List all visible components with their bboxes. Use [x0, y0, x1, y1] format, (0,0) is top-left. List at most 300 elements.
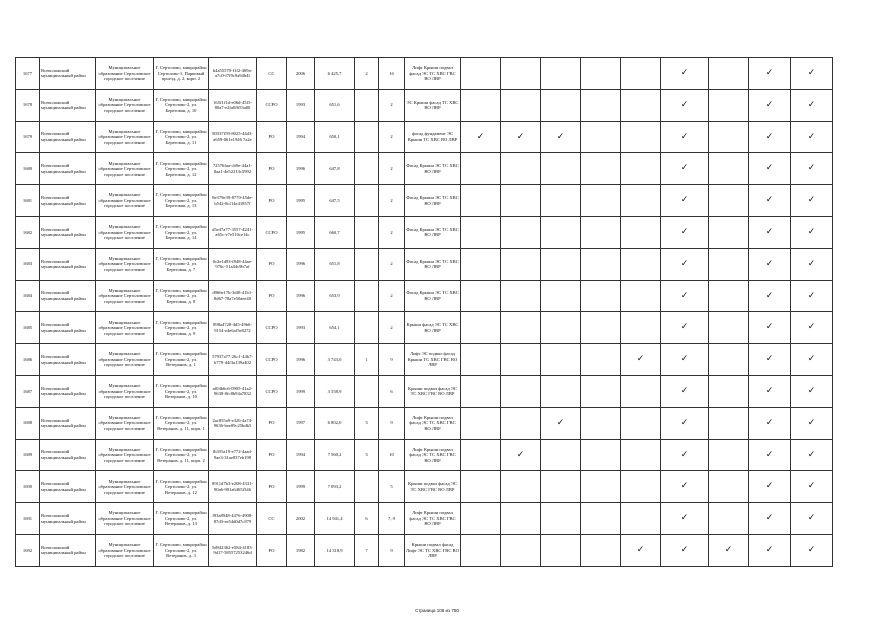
check-mark-icon: ✓ [541, 407, 581, 439]
address-cell: Г. Сертолово, микрорайон Сертолово-2, ул. Береговая, д. 10 [154, 89, 209, 121]
check-mark-icon: ✓ [461, 121, 501, 153]
municipality-cell: Муниципальное образование Сертоловское городское поселение [96, 312, 154, 344]
check-mark-icon: ✓ [661, 89, 709, 121]
address-cell: Г. Сертолово, микрорайон Сертолово-2, ул. Ветеранов, д. 12 [154, 471, 209, 503]
municipality-cell: Муниципальное образование Сертоловское городское поселение [96, 503, 154, 535]
check-mark-icon: ✓ [791, 280, 833, 312]
table-row [16, 312, 833, 344]
empty-check-cell [621, 58, 661, 90]
empty-check-cell [621, 216, 661, 248]
floors-cell: 2 [379, 312, 405, 344]
works-cell: Лифт Крыши подвал фасад ЭС ТС ХВС ГВС ВО ЛВР [405, 439, 461, 471]
check-mark-icon: ✓ [661, 58, 709, 90]
building-code-cell: d5e47a77-3557-4241-a65c-e7e510ce14c [209, 216, 257, 248]
check-mark-icon: ✓ [661, 216, 709, 248]
floors-cell: 10 [379, 439, 405, 471]
empty-check-cell [541, 58, 581, 90]
empty-check-cell [541, 280, 581, 312]
fund-type-cell: СС [257, 58, 287, 90]
fund-type-cell: ССРО [257, 312, 287, 344]
empty-check-cell [501, 248, 541, 280]
year-cell: 1995 [287, 185, 315, 217]
municipality-cell: Муниципальное образование Сертоловское городское поселение [96, 471, 154, 503]
fund-type-cell: РО [257, 280, 287, 312]
check-mark-icon: ✓ [661, 407, 709, 439]
municipality-cell: Муниципальное образование Сертоловское городское поселение [96, 248, 154, 280]
check-mark-icon: ✓ [621, 534, 661, 566]
municipality-cell: Муниципальное образование Сертоловское городское поселение [96, 534, 154, 566]
empty-check-cell [621, 439, 661, 471]
floors-cell: 2 [379, 185, 405, 217]
area-cell: 653,9 [315, 280, 355, 312]
floors-cell: 6 [379, 375, 405, 407]
district-cell: Всеволожский муниципальный район [40, 216, 96, 248]
year-cell: 1994 [287, 439, 315, 471]
table-body [16, 58, 833, 567]
table-row [16, 248, 833, 280]
empty-check-cell [709, 280, 749, 312]
district-cell: Всеволожский муниципальный район [40, 280, 96, 312]
works-cell: Лифт Крыши подвал фасад ЭС ТС ХВС ГВС ВО ЛВР [405, 503, 461, 535]
empty-check-cell [621, 312, 661, 344]
empty-check-cell [581, 439, 621, 471]
empty-check-cell [461, 375, 501, 407]
row-number: 1680 [16, 153, 40, 185]
empty-check-cell [461, 503, 501, 535]
empty-check-cell [709, 503, 749, 535]
empty-check-cell [621, 503, 661, 535]
row-number: 1681 [16, 185, 40, 217]
fund-type-cell: РО [257, 248, 287, 280]
empty-check-cell [501, 280, 541, 312]
check-mark-icon: ✓ [661, 344, 709, 376]
year-cell: 1994 [287, 121, 315, 153]
district-cell: Всеволожский муниципальный район [40, 121, 96, 153]
municipality-cell: Муниципальное образование Сертоловское городское поселение [96, 439, 154, 471]
count-cell: 1 [355, 344, 379, 376]
works-cell: Фасад Крыши ЭС ТС ХВС ВО ЛВР [405, 248, 461, 280]
municipality-cell: Муниципальное образование Сертоловское городское поселение [96, 216, 154, 248]
row-number: 1691 [16, 503, 40, 535]
year-cell: 1997 [287, 407, 315, 439]
floors-cell: 9 [379, 344, 405, 376]
empty-check-cell [541, 153, 581, 185]
check-mark-icon: ✓ [749, 503, 791, 535]
district-cell: Всеволожский муниципальный район [40, 534, 96, 566]
floors-cell: 7, 9 [379, 503, 405, 535]
building-code-cell: 57937a77-26c1-44b7-b779-44f3a139a402 [209, 344, 257, 376]
works-cell: Крыши подвал фасад Лифт ЭС ТС ХВС ГВС ВО ЛВР [405, 534, 461, 566]
check-mark-icon: ✓ [749, 121, 791, 153]
table-row [16, 503, 833, 535]
check-mark-icon: ✓ [661, 280, 709, 312]
area-cell: 654,1 [315, 312, 355, 344]
empty-check-cell [581, 153, 621, 185]
empty-check-cell [461, 185, 501, 217]
municipality-cell: Муниципальное образование Сертоловское городское поселение [96, 185, 154, 217]
check-mark-icon: ✓ [791, 344, 833, 376]
empty-check-cell [581, 471, 621, 503]
address-cell: Г. Сертолово, микрорайон Сертолово-2, ул. Береговая, д. 11 [154, 121, 209, 153]
floors-cell: 2 [379, 216, 405, 248]
empty-check-cell [709, 153, 749, 185]
area-cell: 647,5 [315, 185, 355, 217]
municipality-cell: Муниципальное образование Сертоловское городское поселение [96, 407, 154, 439]
check-mark-icon: ✓ [661, 121, 709, 153]
empty-check-cell [709, 439, 749, 471]
works-cell: Лифт ЭС подвал фасад Крыши ТС ХВС ГВС ВО ЛВР [405, 344, 461, 376]
check-mark-icon: ✓ [791, 248, 833, 280]
works-cell: Фасад Крыши ЭС ТС ХВС ВО ЛВР [405, 185, 461, 217]
check-mark-icon: ✓ [709, 534, 749, 566]
address-cell: Г. Сертолово, микрорайон Сертолово-2, ул. Береговая, д. 9 [154, 312, 209, 344]
empty-check-cell [541, 503, 581, 535]
empty-check-cell [581, 312, 621, 344]
housing-table [15, 57, 833, 567]
year-cell: 1999 [287, 375, 315, 407]
check-mark-icon: ✓ [661, 375, 709, 407]
building-code-cell: b4a55570-f1f2-469a-a7c0-f7f9c9a94b4f [209, 58, 257, 90]
empty-check-cell [709, 312, 749, 344]
area-cell: 7 560,2 [315, 439, 355, 471]
address-cell: Г. Сертолово, микрорайон Сертолово-2, ул. Ветеранов, д. 10 [154, 375, 209, 407]
district-cell: Всеволожский муниципальный район [40, 312, 96, 344]
municipality-cell: Муниципальное образование Сертоловское городское поселение [96, 153, 154, 185]
building-code-cell: 80337f59-8025-44d3-a659-061e1946 7a2e [209, 121, 257, 153]
empty-check-cell [461, 216, 501, 248]
empty-check-cell [461, 153, 501, 185]
area-cell: 7 093,2 [315, 471, 355, 503]
works-cell: фасад фундамент ЭС Крыши ТС ХВС ВО ЛВР [405, 121, 461, 153]
district-cell: Всеволожский муниципальный район [40, 503, 96, 535]
empty-check-cell [581, 407, 621, 439]
check-mark-icon: ✓ [791, 58, 833, 90]
floors-cell: 9 [379, 534, 405, 566]
row-number: 1689 [16, 439, 40, 471]
year-cell: 2006 [287, 58, 315, 90]
empty-check-cell [461, 248, 501, 280]
check-mark-icon: ✓ [661, 503, 709, 535]
empty-check-cell [501, 471, 541, 503]
count-cell [355, 280, 379, 312]
floors-cell: 9 [379, 407, 405, 439]
municipality-cell: Муниципальное образование Сертоловское городское поселение [96, 280, 154, 312]
fund-type-cell: РО [257, 471, 287, 503]
empty-check-cell [709, 248, 749, 280]
count-cell [355, 375, 379, 407]
count-cell [355, 312, 379, 344]
district-cell: Всеволожский муниципальный район [40, 344, 96, 376]
count-cell [355, 153, 379, 185]
empty-check-cell [709, 375, 749, 407]
table-row [16, 58, 833, 90]
year-cell: 1996 [287, 248, 315, 280]
address-cell: Г. Сертолово, микрорайон Сертолово-2, ул. Ветеранов, д. 13 [154, 503, 209, 535]
floors-cell: 2 [379, 89, 405, 121]
check-mark-icon: ✓ [791, 439, 833, 471]
empty-check-cell [501, 216, 541, 248]
building-code-cell: af04b6c6-0905-41a2-9638-0fc8b94a7832 [209, 375, 257, 407]
count-cell [355, 248, 379, 280]
empty-check-cell [541, 439, 581, 471]
year-cell: 1996 [287, 280, 315, 312]
check-mark-icon: ✓ [749, 58, 791, 90]
check-mark-icon: ✓ [791, 89, 833, 121]
building-code-cell: 8911d7b3-e208-4331-90a6-901a6465f346 [209, 471, 257, 503]
year-cell: 1993 [287, 89, 315, 121]
address-cell: Г. Сертолово, микрорайон Сертолово-1, Парковый проезд, д. 2, корп. 2 [154, 58, 209, 90]
address-cell: Г. Сертолово, микрорайон Сертолово-2, ул. Ветеранов, д. 1 [154, 344, 209, 376]
municipality-cell: Муниципальное образование Сертоловское городское поселение [96, 121, 154, 153]
year-cell: 1996 [287, 153, 315, 185]
check-mark-icon: ✓ [661, 471, 709, 503]
check-mark-icon: ✓ [749, 439, 791, 471]
municipality-cell: Муниципальное образование Сертоловское городское поселение [96, 375, 154, 407]
area-cell: 6 802,0 [315, 407, 355, 439]
empty-check-cell [501, 503, 541, 535]
fund-type-cell: ССРО [257, 375, 287, 407]
area-cell: 651,8 [315, 248, 355, 280]
count-cell [355, 216, 379, 248]
check-mark-icon: ✓ [791, 121, 833, 153]
check-mark-icon: ✓ [501, 439, 541, 471]
empty-check-cell [461, 312, 501, 344]
fund-type-cell: РО [257, 121, 287, 153]
count-cell: 2 [355, 58, 379, 90]
check-mark-icon: ✓ [749, 280, 791, 312]
check-mark-icon: ✓ [749, 471, 791, 503]
empty-check-cell [581, 185, 621, 217]
municipality-cell: Муниципальное образование Сертоловское городское поселение [96, 344, 154, 376]
works-cell: Фасад Крыши ЭС ТС ХВС ВО ЛВР [405, 280, 461, 312]
fund-type-cell: ССРО [257, 89, 287, 121]
district-cell: Всеволожский муниципальный район [40, 89, 96, 121]
row-number: 1687 [16, 375, 40, 407]
check-mark-icon: ✓ [749, 89, 791, 121]
count-cell: 7 [355, 534, 379, 566]
year-cell: 1999 [287, 471, 315, 503]
district-cell: Всеволожский муниципальный район [40, 248, 96, 280]
row-number: 1677 [16, 58, 40, 90]
empty-check-cell [581, 375, 621, 407]
empty-check-cell [621, 407, 661, 439]
area-cell: 3 743,0 [315, 344, 355, 376]
empty-check-cell [621, 185, 661, 217]
building-code-cell: 2ac855a9-e326-4a74-9636-bee09c25bdb5 [209, 407, 257, 439]
row-number: 1690 [16, 471, 40, 503]
empty-check-cell [621, 248, 661, 280]
year-cell: 1982 [287, 534, 315, 566]
row-number: 1683 [16, 248, 40, 280]
empty-check-cell [709, 216, 749, 248]
building-code-cell: 72576faa-cb9e-44a1-8aa1-4e52213c5992 [209, 153, 257, 185]
empty-check-cell [461, 344, 501, 376]
check-mark-icon: ✓ [749, 248, 791, 280]
empty-check-cell [461, 439, 501, 471]
count-cell [355, 185, 379, 217]
address-cell: Г. Сертолово, микрорайон Сертолово-2, ул. Береговая, д. 13 [154, 185, 209, 217]
empty-check-cell [461, 58, 501, 90]
table-row [16, 153, 833, 185]
table-row [16, 216, 833, 248]
count-cell: 6 [355, 503, 379, 535]
table-row [16, 89, 833, 121]
address-cell: Г. Сертолово, микрорайон Сертолово-2, ул. Береговая, д. 8 [154, 280, 209, 312]
empty-check-cell [581, 344, 621, 376]
table-row [16, 280, 833, 312]
check-mark-icon: ✓ [749, 185, 791, 217]
empty-check-cell [709, 471, 749, 503]
empty-check-cell [709, 185, 749, 217]
year-cell: 2002 [287, 503, 315, 535]
empty-check-cell [581, 534, 621, 566]
floors-cell: 2 [379, 248, 405, 280]
check-mark-icon: ✓ [501, 121, 541, 153]
check-mark-icon: ✓ [791, 503, 833, 535]
table-row [16, 471, 833, 503]
address-cell: Г. Сертолово, микрорайон Сертолово-2, ул. Береговая, д. 14 [154, 216, 209, 248]
check-mark-icon: ✓ [621, 344, 661, 376]
area-cell: 650,1 [315, 121, 355, 153]
check-mark-icon: ✓ [749, 312, 791, 344]
count-cell: 3 [355, 407, 379, 439]
floors-cell: 16 [379, 58, 405, 90]
empty-check-cell [461, 471, 501, 503]
check-mark-icon: ✓ [791, 534, 833, 566]
address-cell: Г. Сертолово, микрорайон Сертолово-2, ул. Ветеранов, д. 11, корп. 2 [154, 439, 209, 471]
count-cell [355, 89, 379, 121]
empty-check-cell [541, 89, 581, 121]
fund-type-cell: РО [257, 439, 287, 471]
check-mark-icon: ✓ [791, 312, 833, 344]
empty-check-cell [541, 375, 581, 407]
empty-check-cell [581, 58, 621, 90]
fund-type-cell: ССРО [257, 216, 287, 248]
check-mark-icon: ✓ [661, 439, 709, 471]
district-cell: Всеволожский муниципальный район [40, 58, 96, 90]
fund-type-cell: СС [257, 503, 287, 535]
empty-check-cell [621, 375, 661, 407]
building-code-cell: 5d942362-e584-4183-9d17-58557253246d [209, 534, 257, 566]
year-cell: 1995 [287, 216, 315, 248]
row-number: 1685 [16, 312, 40, 344]
empty-check-cell [581, 216, 621, 248]
empty-check-cell [501, 407, 541, 439]
empty-check-cell [501, 312, 541, 344]
empty-check-cell [581, 503, 621, 535]
area-cell: 14 941,4 [315, 503, 355, 535]
fund-type-cell: РО [257, 185, 287, 217]
district-cell: Всеволожский муниципальный район [40, 153, 96, 185]
empty-check-cell [501, 153, 541, 185]
district-cell: Всеволожский муниципальный район [40, 185, 96, 217]
building-code-cell: 0c2e1d93-f848-44ae-976c-51a44c9b7af [209, 248, 257, 280]
empty-check-cell [709, 89, 749, 121]
fund-type-cell: РО [257, 407, 287, 439]
check-mark-icon: ✓ [661, 185, 709, 217]
empty-check-cell [461, 407, 501, 439]
building-code-cell: 165f1f1d-e06d-45f5-80a7-e2fa0f653a00 [209, 89, 257, 121]
empty-check-cell [581, 121, 621, 153]
building-code-cell: 898a4728-4d5-49b6-9154-e4e6af5e8272 [209, 312, 257, 344]
area-cell: 651,6 [315, 89, 355, 121]
building-code-cell: 8e379e39-8770-45de-b542-8cf14e41857f [209, 185, 257, 217]
empty-check-cell [461, 280, 501, 312]
check-mark-icon: ✓ [541, 121, 581, 153]
check-mark-icon: ✓ [791, 216, 833, 248]
count-cell [355, 471, 379, 503]
empty-check-cell [501, 375, 541, 407]
year-cell: 1993 [287, 312, 315, 344]
works-cell: Крыши подвал фасад ЭС ТС ХВС ГВС ВО ЛВР [405, 375, 461, 407]
empty-check-cell [501, 344, 541, 376]
works-cell: ЭС Крыши фасад ТС ХВС ВО ЛВР [405, 89, 461, 121]
row-number: 1678 [16, 89, 40, 121]
works-cell: Лифт Крыши подвал фасад ЭС ТС ХВС ГВС ВО ЛВР [405, 407, 461, 439]
empty-check-cell [541, 344, 581, 376]
building-code-cell: fb355a19-e772-4aad-9ae3-31ae837eb198 [209, 439, 257, 471]
district-cell: Всеволожский муниципальный район [40, 439, 96, 471]
row-number: 1692 [16, 534, 40, 566]
empty-check-cell [709, 58, 749, 90]
check-mark-icon: ✓ [749, 375, 791, 407]
empty-check-cell [709, 407, 749, 439]
table-row [16, 439, 833, 471]
works-cell: Фасад Крыши ЭС ТС ХВС ВО ЛВР [405, 153, 461, 185]
check-mark-icon: ✓ [749, 153, 791, 185]
count-cell [355, 121, 379, 153]
empty-check-cell [621, 280, 661, 312]
area-cell: 3 558,9 [315, 375, 355, 407]
empty-check-cell [621, 153, 661, 185]
fund-type-cell: РО [257, 534, 287, 566]
municipality-cell: Муниципальное образование Сертоловское городское поселение [96, 58, 154, 90]
empty-check-cell [709, 121, 749, 153]
floors-cell: 2 [379, 121, 405, 153]
empty-check-cell [541, 216, 581, 248]
empty-check-cell [541, 312, 581, 344]
empty-check-cell [621, 471, 661, 503]
area-cell: 660,7 [315, 216, 355, 248]
empty-check-cell [501, 534, 541, 566]
check-mark-icon: ✓ [749, 344, 791, 376]
area-cell: 647,8 [315, 153, 355, 185]
area-cell: 6 425,7 [315, 58, 355, 90]
count-cell: 3 [355, 439, 379, 471]
empty-check-cell [541, 248, 581, 280]
empty-check-cell [621, 89, 661, 121]
address-cell: Г. Сертолово, микрорайон Сертолово-2, ул. Ветеранов, д. 3 [154, 534, 209, 566]
floors-cell: 2 [379, 153, 405, 185]
district-cell: Всеволожский муниципальный район [40, 407, 96, 439]
check-mark-icon: ✓ [661, 248, 709, 280]
check-mark-icon: ✓ [661, 153, 709, 185]
empty-check-cell [461, 89, 501, 121]
table-row [16, 344, 833, 376]
check-mark-icon: ✓ [791, 375, 833, 407]
empty-check-cell [581, 248, 621, 280]
table-row [16, 375, 833, 407]
row-number: 1679 [16, 121, 40, 153]
table-row [16, 185, 833, 217]
empty-check-cell [581, 280, 621, 312]
check-mark-icon: ✓ [749, 216, 791, 248]
empty-check-cell [501, 185, 541, 217]
check-mark-icon: ✓ [661, 534, 709, 566]
empty-check-cell [581, 89, 621, 121]
check-mark-icon: ✓ [791, 153, 833, 185]
address-cell: Г. Сертолово, микрорайон Сертолово-2, ул. Ветеранов, д. 11, корп. 1 [154, 407, 209, 439]
